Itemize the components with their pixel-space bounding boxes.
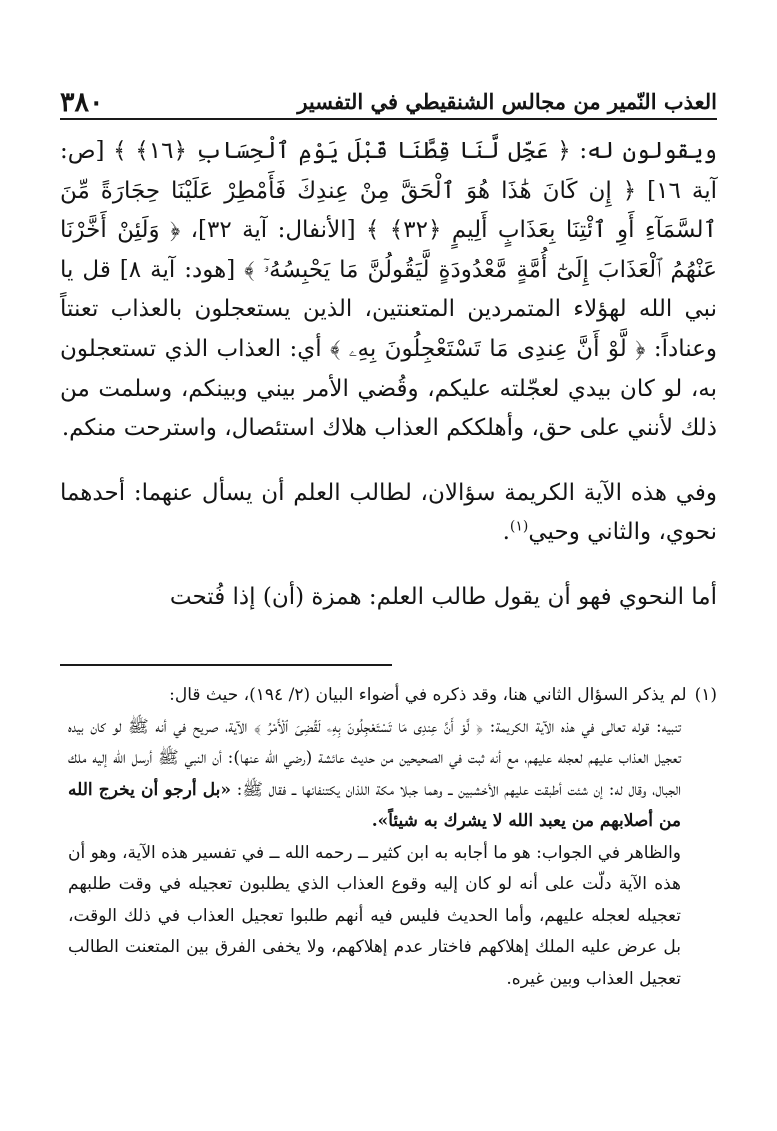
- footnote-note: [68, 712, 681, 838]
- paragraph-two-questions: [60, 474, 717, 553]
- footnote-first-line: [68, 680, 717, 712]
- footnote-hadith: «بل أرجو أن يخرج الله من أصلابهم من يعبد الله لا يشرك به شيئاً».: [68, 779, 681, 831]
- page-header: [60, 80, 717, 120]
- footnote-separator: [60, 664, 392, 666]
- footnote-note-text: تنبيه: قوله تعالى في هذه الآية الكريمة: ﴿ لَّوْ أَنَّ عِندِى مَا تَسْتَعْجِلُونَ بِهِۦ لَقُضِىَ ٱلْأَمْرُ ﴾ الآية، صريح في أنه ﷺ لو كان بيده تعجيل العذاب عليهم لعجله عليهم، مع أنه ثبت في الصحيحين من حديث عائشة (رضي الله عنها): أن النبي ﷺ أرسل الله إليه ملك الجبال، وقال له: إن شئت أطبقت عليهم الأخشبين ــ وهما جبلا مكة اللذان يكتنفانها ــ فقال ﷺ:: [68, 716, 682, 800]
- paragraph-two-text: وفي هذه الآية الكريمة سؤالان، لطالب العلم أن يسأل عنهما: أحدهما نحوي، والثاني وحيي: [60, 479, 717, 546]
- paragraph-quran-verses: ويقولون له: ﴿ عَجِّل لَّنَا قِطَّنَا قَبْلَ يَوْمِ ٱلْحِسَابِ ﴿١٦﴾ ﴾ [ص: آية ١٦] ﴿ إِن كَانَ هَٰذَا هُوَ ٱلْحَقَّ مِنْ عِندِكَ فَأَمْطِرْ عَلَيْنَا حِجَارَةً مِّنَ ٱلسَّمَآءِ أَوِ ٱئْتِنَا بِعَذَابٍ أَلِيمٍ ﴿٣٢﴾ ﴾ [الأنفال: آية ٣٢]، ﴿ وَلَئِنْ أَخَّرْنَا عَنْهُمُ ٱلْعَذَابَ إِلَىٰٓ أُمَّةٍ مَّعْدُودَةٍ لَّيَقُولُنَّ مَا يَحْبِسُهُۥٓ ﴾ [هود: آية ٨] قل يا نبي الله لهؤلاء المتمردين المتعنتين، الذين يستعجلون بالعذاب تعنتاً وعناداً: ﴿ لَّوْ أَنَّ عِندِى مَا تَسْتَعْجِلُونَ بِهِۦ ﴾ أي: العذاب الذي تستعجلون به، لو كان بيدي لعجّلته عليكم، وقُضي الأمر بيني وبينكم، وسلمت من ذلك لأنني على حق، وأهلككم العذاب هلاك استئصال، واسترحت منكم.: [60, 138, 717, 442]
- main-text: [60, 132, 717, 618]
- paragraph-grammar-question: أما النحوي فهو أن يقول طالب العلم: همزة (أن) إذا فُتحت: [169, 583, 717, 610]
- footnote-body: [68, 712, 717, 996]
- footnotes: [68, 680, 717, 995]
- running-title: العذب النّمير من مجالس الشنقيطي في التفسير: [297, 89, 717, 114]
- footnote-answer: والظاهر في الجواب: هو ما أجابه به ابن كثير ــ رحمه الله ــ في تفسير هذه الآية، وهو أن هذه الآية دلّت على أنه لو كان إليه وقوع العذاب الذي يطلبون تعجيله في وقت طلبهم تعجيله لعجله عليهم، وأما الحديث فليس فيه أنهم طلبوا تعجيل العذاب في ذلك الوقت، بل عرض عليه الملك إهلاكهم فاختار عدم إهلاكهم، ولا يخفى الفرق بين المتعنت الطالب تعجيل العذاب وبين غيره.: [68, 842, 681, 989]
- footnote-intro: لم يذكر السؤال الثاني هنا، وقد ذكره في أضواء البيان (٢/ ١٩٤)، حيث قال:: [169, 685, 687, 705]
- footnote-label: (١): [694, 685, 717, 705]
- page-number: ٣٨٠: [60, 87, 104, 118]
- header-rule: [60, 118, 717, 120]
- paragraph-two-end: .: [502, 519, 510, 546]
- footnote-reference[interactable]: (١): [509, 518, 529, 535]
